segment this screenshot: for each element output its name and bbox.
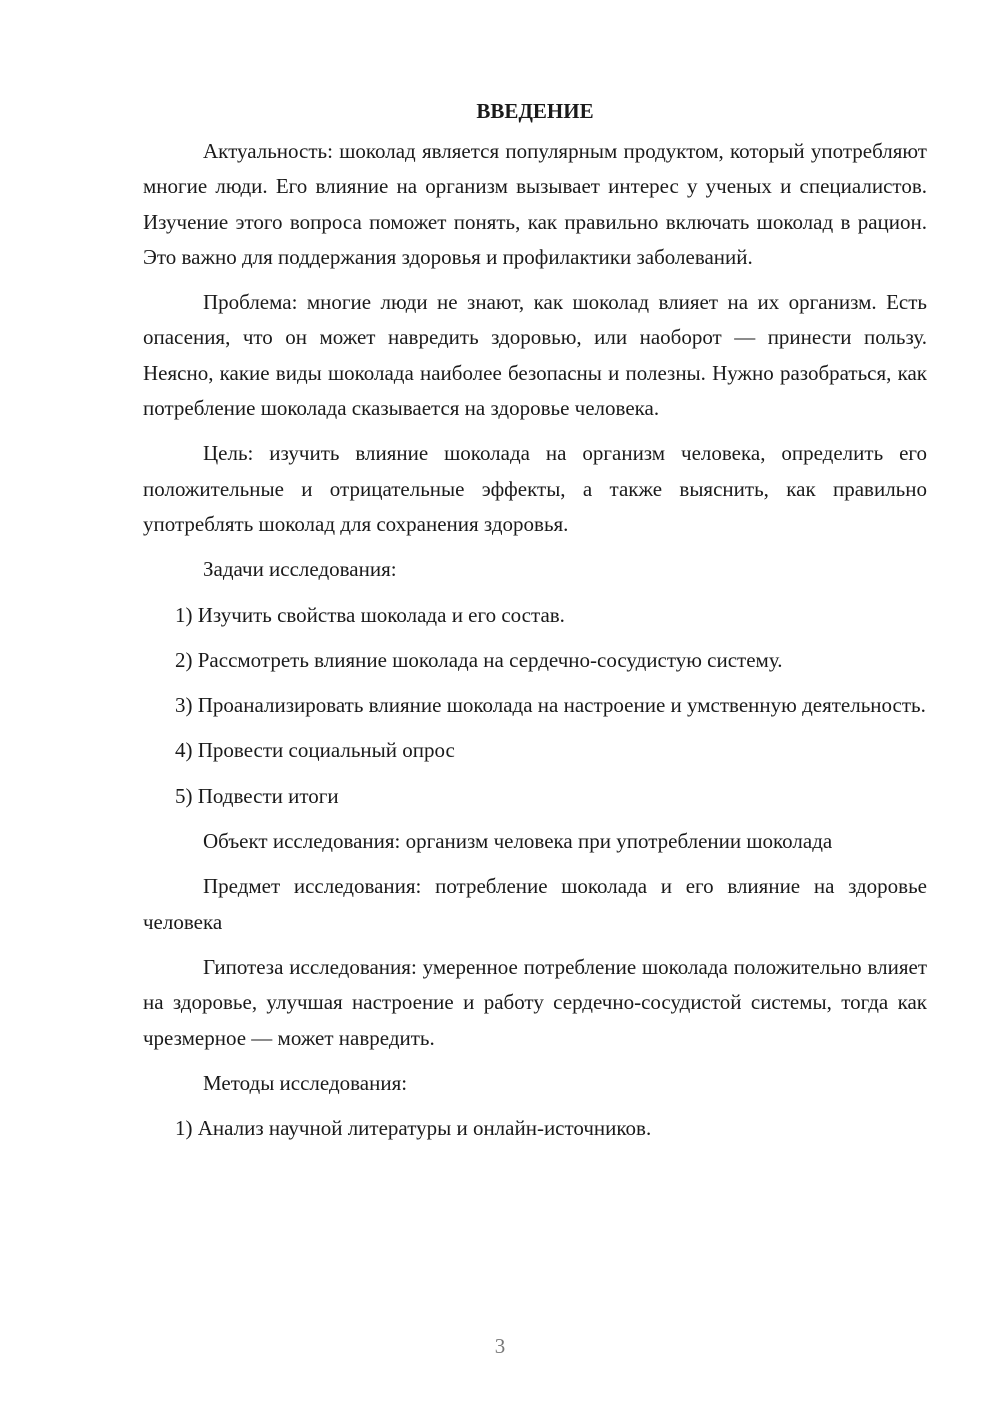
- tasks-heading: Задачи исследования:: [203, 557, 397, 582]
- task-item: 2) Рассмотреть влияние шоколада на сердечно-сосудистую систему.: [175, 647, 783, 672]
- subject-paragraph: Предмет исследования: потребление шоколада и его влияние на здоровье человека: [143, 874, 927, 934]
- task-item: 1) Изучить свойства шоколада и его состав.: [175, 602, 565, 627]
- goal-paragraph: Цель: изучить влияние шоколада на организм человека, определить его положительные и отрицательные эффекты, а также выяснить, как правильно употреблять шоколад для сохранения здоровья.: [143, 441, 927, 536]
- document-page: [143, 96, 927, 1146]
- relevance-paragraph: Актуальность: шоколад является популярным продуктом, который употребляют многие люди. Его влияние на организм вызывает интерес у ученых и специалистов. Изучение этого вопроса поможет понять, как правильно включать шоколад в рацион. Это важно для поддержания здоровья и профилактики заболеваний.: [143, 139, 927, 269]
- problem-paragraph: Проблема: многие люди не знают, как шоколад влияет на их организм. Есть опасения, что он может навредить здоровью, или наоборот — принести пользу. Неясно, какие виды шоколада наиболее безопасны и полезны. Нужно разобраться, как потребление шоколада сказывается на здоровье человека.: [143, 290, 927, 421]
- task-item: 5) Подвести итоги: [175, 783, 339, 808]
- task-item: 4) Провести социальный опрос: [175, 738, 455, 763]
- method-item: 1) Анализ научной литературы и онлайн-источников.: [175, 1116, 652, 1141]
- methods-heading: Методы исследования:: [203, 1070, 408, 1095]
- hypothesis-paragraph: Гипотеза исследования: умеренное потребление шоколада положительно влияет на здоровье, улучшая настроение и работу сердечно-сосудистой системы, тогда как чрезмерное — может навредить.: [143, 954, 927, 1050]
- page-title: ВВЕДЕНИЕ: [476, 99, 594, 123]
- object-paragraph: Объект исследования: организм человека при употреблении шоколада: [203, 829, 833, 854]
- task-item: 3) Проанализировать влияние шоколада на настроение и умственную деятельность.: [175, 693, 926, 718]
- page-number: 3: [494, 1334, 506, 1358]
